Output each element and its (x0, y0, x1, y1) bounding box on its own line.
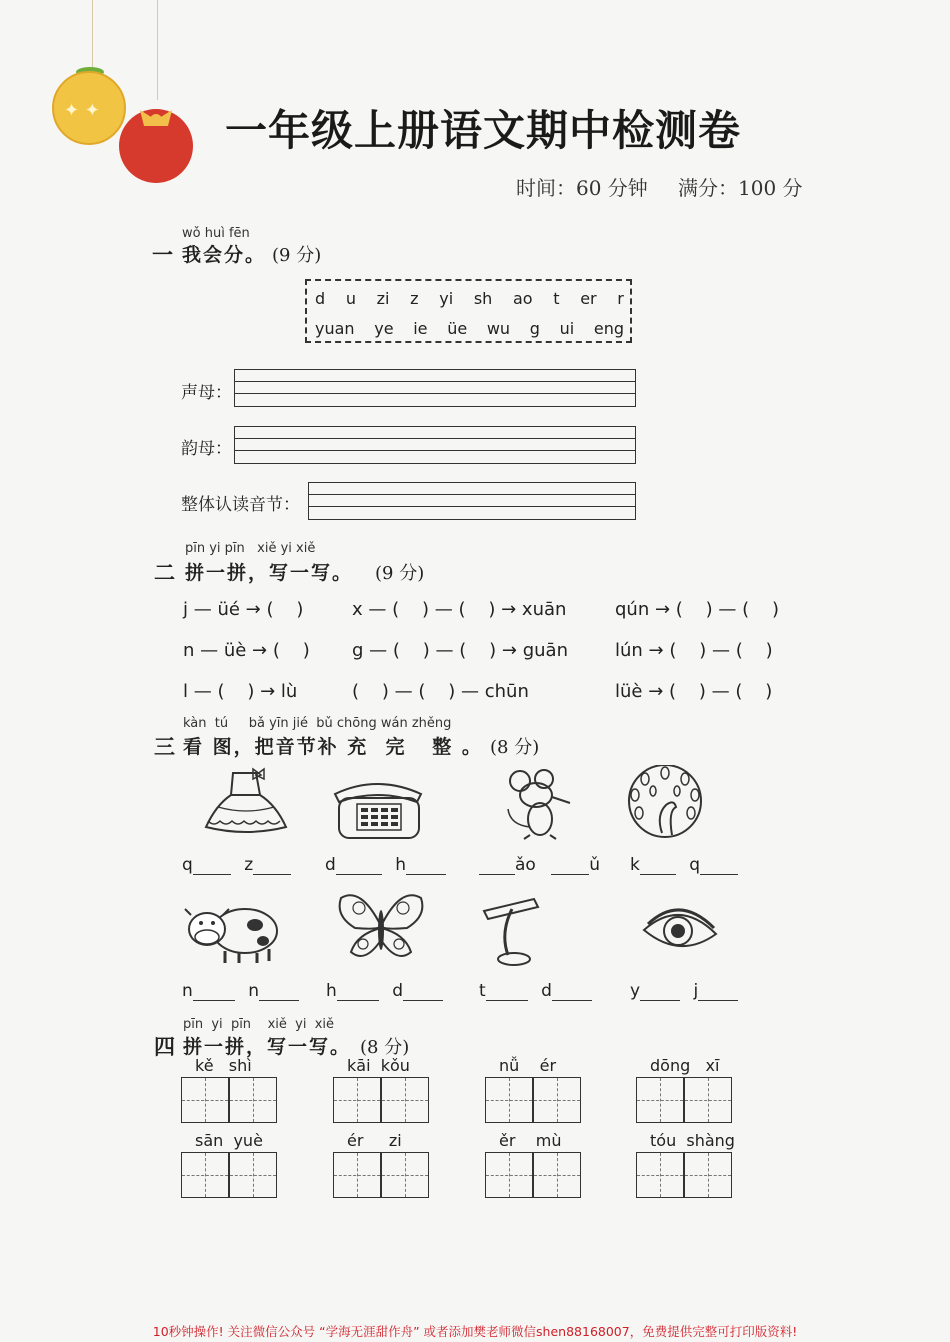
exam-time: 时间：60 分钟 (516, 176, 648, 200)
svg-text:✦ ✦: ✦ ✦ (64, 100, 100, 121)
mouse-icon (500, 765, 575, 840)
pinyin-letter: yi (439, 289, 454, 308)
pinyin-letter: d (315, 289, 326, 308)
spell-item: lüè → ( ) — ( ) (615, 681, 773, 702)
spell-item: x — ( ) — ( ) → xuān (352, 599, 567, 620)
spell-item: n — üè → ( ) (183, 640, 310, 661)
fill-blank-telephone[interactable]: d h (325, 854, 446, 875)
tian-zi-ge-cell[interactable] (684, 1077, 732, 1123)
pinyin-letter: er (580, 289, 597, 308)
cow-icon (183, 897, 283, 967)
section3-score: (8 分) (490, 737, 540, 758)
section2-score: (9 分) (375, 563, 425, 584)
tian-zi-ge-cell[interactable] (533, 1077, 581, 1123)
pinyin-letter: r (617, 289, 624, 308)
butterfly-icon (335, 886, 427, 968)
section2-title: 拼一拼，写一写。 (185, 562, 354, 584)
eye-icon (640, 898, 720, 958)
tian-zi-ge-cell[interactable] (229, 1077, 277, 1123)
tian-zi-ge-cell[interactable] (636, 1152, 684, 1198)
shengmu-label: 声母： (181, 383, 232, 403)
fill-blank-peacock[interactable]: k q (630, 854, 738, 875)
tian-zi-ge-cell[interactable] (485, 1152, 533, 1198)
section3-title: 看 图，把音节补 充 完 整 。 (183, 736, 483, 758)
tian-zi-ge-cell[interactable] (684, 1152, 732, 1198)
zhengti-answer-lines[interactable] (308, 482, 636, 520)
grid-word-pinyin: nǚ ér (499, 1056, 557, 1075)
tian-zi-ge-cell[interactable] (485, 1077, 533, 1123)
tian-zi-ge-cell[interactable] (181, 1152, 229, 1198)
spell-item: l — ( ) → lù (183, 681, 298, 702)
grid-word-pinyin: sān yuè (195, 1131, 263, 1150)
grid-word-pinyin: dōng xī (650, 1056, 720, 1075)
fill-blank-cow[interactable]: n n (182, 980, 299, 1001)
fill-blank-mouse[interactable]: ǎo ǔ (479, 854, 600, 875)
section1-score: (9 分) (272, 245, 322, 266)
section3-number: 三 (154, 735, 175, 759)
grid-word-pinyin: kāi kǒu (347, 1056, 410, 1075)
section4-score: (8 分) (360, 1037, 410, 1058)
tian-zi-ge-cell[interactable] (229, 1152, 277, 1198)
tian-zi-ge-cell[interactable] (333, 1077, 381, 1123)
tian-zi-ge-cell[interactable] (381, 1152, 429, 1198)
grid-word-pinyin: ér zi (347, 1131, 402, 1150)
fill-blank-lamp[interactable]: t d (479, 980, 592, 1001)
peacock-icon (622, 765, 707, 840)
section3-pinyin: kàn tú bǎ yīn jié bǔ chōng wán zhěng (183, 716, 452, 731)
christmas-ball-icon (40, 0, 210, 190)
pinyin-letter: yuan (315, 319, 355, 338)
pinyin-letter: eng (593, 319, 624, 338)
pinyin-letter: z (410, 289, 419, 308)
tian-zi-ge-cell[interactable] (533, 1152, 581, 1198)
full-score: 满分：100 分 (678, 176, 803, 200)
zhengti-label: 整体认读音节： (181, 495, 300, 515)
pinyin-letter: ui (559, 319, 575, 338)
section2-number: 二 (154, 561, 175, 585)
ornament-decoration (40, 0, 210, 190)
letter-box (305, 279, 632, 343)
section4-pinyin: pīn yi pīn xiě yi xiě (183, 1017, 335, 1032)
tian-zi-ge-cell[interactable] (333, 1152, 381, 1198)
section1-number: 一 (152, 243, 173, 267)
pinyin-letter: wu (486, 319, 511, 338)
spell-item: qún → ( ) — ( ) (615, 599, 780, 620)
fill-blank-butterfly[interactable]: h d (326, 980, 443, 1001)
fill-blank-skirt[interactable]: q z (182, 854, 291, 875)
spell-item: lún → ( ) — ( ) (615, 640, 773, 661)
shengmu-answer-lines[interactable] (234, 369, 636, 407)
grid-word-pinyin: kě shì (195, 1056, 252, 1075)
fill-blank-eye[interactable]: y j (630, 980, 738, 1001)
grid-word-pinyin: tóu shàng (650, 1131, 735, 1150)
section4-number: 四 (154, 1035, 175, 1059)
pinyin-letter: g (529, 319, 540, 338)
pinyin-letter: ie (413, 319, 428, 338)
tian-zi-ge-cell[interactable] (381, 1077, 429, 1123)
spell-item: ( ) — ( ) — chūn (352, 681, 529, 702)
grid-word-pinyin: ěr mù (499, 1131, 562, 1150)
page-title: 一年级上册语文期中检测卷 (225, 106, 742, 155)
pinyin-letter: ao (512, 289, 533, 308)
spell-item: g — ( ) — ( ) → guān (352, 640, 568, 661)
tian-zi-ge-cell[interactable] (636, 1077, 684, 1123)
section1-pinyin: wǒ huì fēn (182, 226, 250, 241)
pinyin-letter: ye (374, 319, 394, 338)
yunmu-answer-lines[interactable] (234, 426, 636, 464)
pinyin-letter: t (553, 289, 560, 308)
pinyin-letter: zi (376, 289, 390, 308)
skirt-icon (198, 765, 293, 840)
pinyin-letter: sh (473, 289, 493, 308)
spell-item: j — üé → ( ) (183, 599, 304, 620)
footer-promo: 10秒钟操作! 关注微信公众号 “学海无涯甜作舟” 或者添加樊老师微信shen88168007，免费提供完整可打印版资料! (152, 1324, 798, 1339)
desk-lamp-icon (478, 893, 548, 971)
section1-title: 我会分。 (182, 244, 267, 266)
tian-zi-ge-cell[interactable] (181, 1077, 229, 1123)
pinyin-letter: u (345, 289, 356, 308)
section2-pinyin: pīn yi pīn xiě yi xiě (185, 541, 316, 556)
telephone-icon (325, 772, 430, 842)
pinyin-letter: üe (447, 319, 468, 338)
yunmu-label: 韵母： (181, 439, 232, 459)
section4-title: 拼一拼，写一写。 (183, 1036, 352, 1058)
